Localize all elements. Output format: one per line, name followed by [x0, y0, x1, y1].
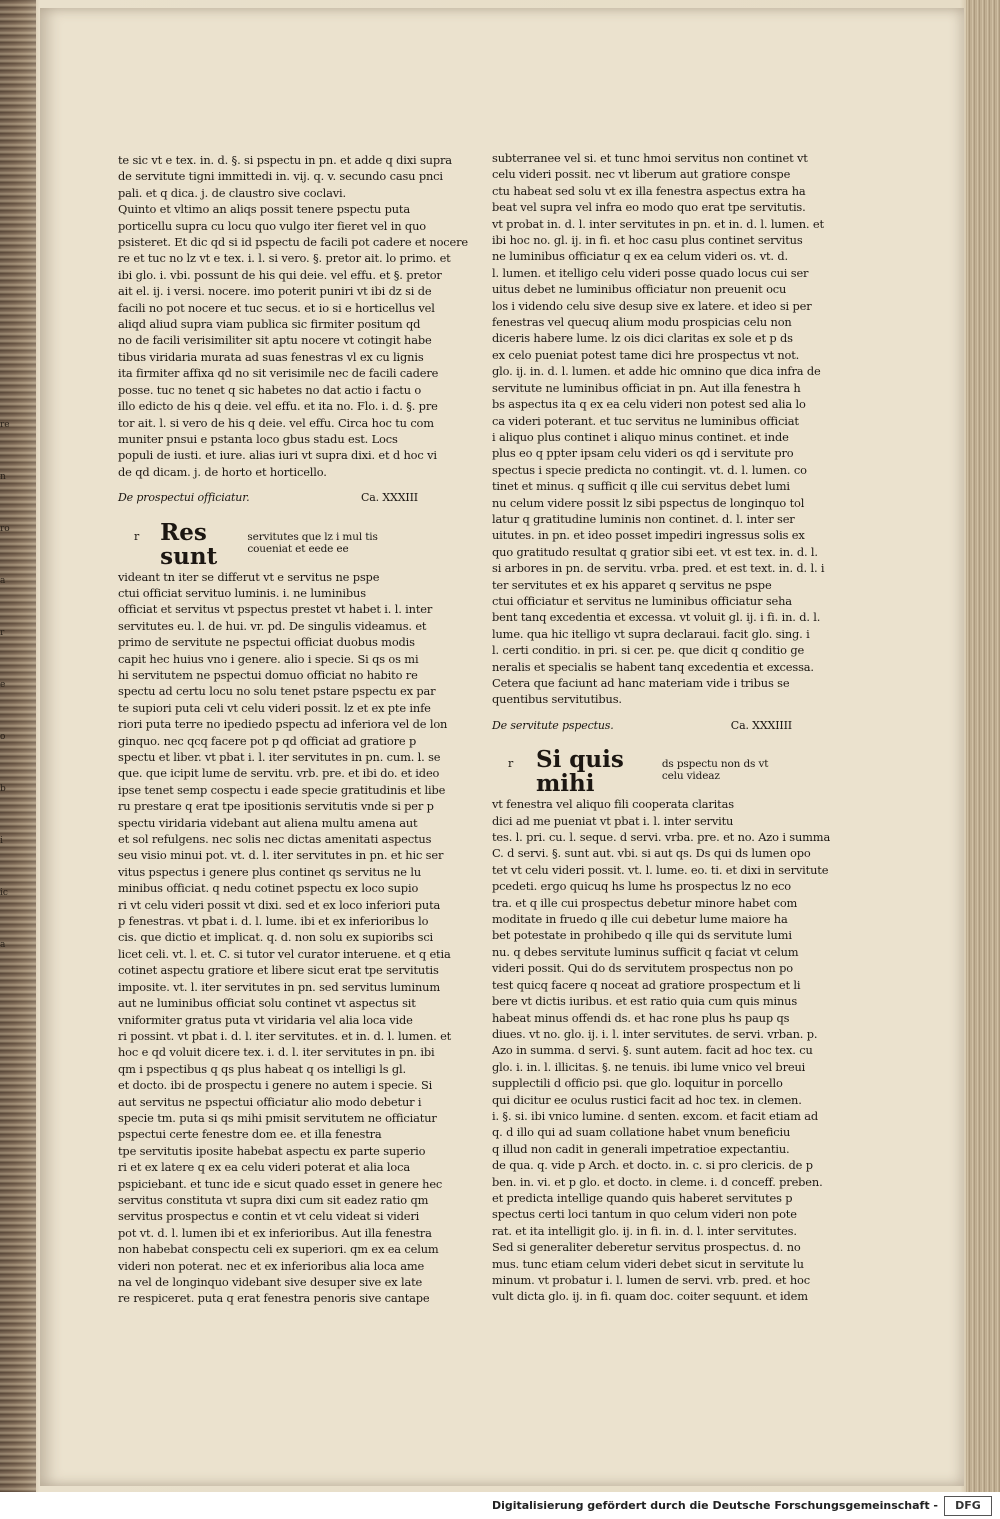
right-column-body-text	[492, 796, 831, 1305]
text-line: ca videri poterant. et tuc servitus ne luminibus officiat	[492, 413, 799, 428]
text-line: tibus viridaria murata ad suas fenestras vl ex cu lignis	[118, 349, 424, 364]
text-line: ri vt celu videri possit vt dixi. sed et ex loco inferiori puta	[118, 897, 441, 912]
text-line: que. que icipit lume de servitu. vrb. pre. et ibi do. et ideo	[118, 766, 440, 781]
chapter-heading-33	[118, 490, 418, 506]
text-line: te supiori puta celi vt celu videri possit. lz et ex pte infe	[118, 700, 431, 715]
text-line: ctui officiat servituo luminis. i. ne luminibus	[118, 585, 366, 600]
text-line: servitus prospectus e contin et vt celu videat si videri	[118, 1209, 420, 1224]
text-line: vt probat in. d. l. inter servitutes in pn. et in. d. l. lumen. et	[492, 216, 824, 231]
funding-footer	[0, 1492, 1000, 1519]
text-line: psisteret. Et dic qd si id pspectu de facili pot cadere et nocere	[118, 235, 468, 250]
text-line: spectu viridaria videbant aut aliena multu amena aut	[118, 815, 418, 830]
text-line: ibi glo. i. vbi. possunt de his qui deie. vel effu. et §. pretor	[118, 267, 442, 282]
text-line: bs aspectus ita q ex ea celu videri non potest sed alia lo	[492, 397, 806, 412]
gutter-fragment: ro	[0, 524, 10, 534]
text-line: de qd dicam. j. de horto et horticello.	[118, 464, 327, 479]
text-line: l. certi conditio. in pri. si cer. pe. que dicit q conditio ge	[492, 643, 805, 658]
text-line: vult dicta glo. ij. in fi. quam doc. coiter sequunt. et idem	[492, 1289, 808, 1304]
text-line: qm i pspectibus q qs plus habeat q os intelligi ls gl.	[118, 1061, 406, 1076]
text-line: habeat minus offendi ds. et hac rone plus hs paup qs	[492, 1010, 790, 1025]
text-line: primo de servitute ne pspectui officiat duobus modis	[118, 635, 415, 650]
text-line: populi de iusti. et iure. alias iuri vt supra dixi. et d hoc vi	[118, 448, 437, 463]
text-line: na vel de longinquo videbant sive desuper sive ex late	[118, 1275, 423, 1289]
text-line: videant tn iter se differut vt e servitus ne pspe	[118, 569, 380, 584]
text-line: facili no pot nocere et tuc secus. et io si e horticellus vel	[118, 300, 435, 315]
text-line: vniformiter gratus puta vt viridaria vel alia loca vide	[118, 1012, 413, 1027]
footer-text: Digitalisierung gefördert durch die Deutsche Forschungsgemeinschaft -	[491, 1499, 938, 1512]
text-line: ben. in. vi. et p glo. et docto. in cleme. i. d conceff. preben.	[492, 1174, 823, 1189]
gutter-fragment: ic	[0, 888, 8, 898]
text-line: cotinet aspectu gratiore et libere sicut erat tpe servitutis	[118, 963, 439, 978]
text-line: dici ad me pueniat vt pbat i. l. inter servitu	[492, 813, 734, 828]
incipit-signature: r	[134, 529, 140, 543]
chapter-number: Ca. XXXIIII	[730, 718, 792, 732]
incipit-signature: r	[508, 757, 514, 771]
incipit-tail: ds pspectu non ds vt celu videaz	[661, 758, 769, 783]
book-right-edge	[966, 0, 1000, 1492]
text-line: q illud non cadit in generali impetratioe expectantiu.	[492, 1141, 790, 1156]
text-line: subterranee vel si. et tunc hmoi servitus non continet vt	[492, 151, 808, 165]
text-line: diues. vt no. glo. ij. i. l. inter servitutes. de servi. vrban. p.	[492, 1026, 818, 1041]
text-line: servitutes eu. l. de hui. vr. pd. De singulis videamus. et	[118, 618, 427, 633]
text-line: minum. vt probatur i. l. lumen de servi. vrb. pred. et hoc	[492, 1273, 810, 1287]
text-line: ctu habeat sed solu vt ex illa fenestra aspectus extra ha	[492, 183, 806, 198]
text-line: ne luminibus officiatur q ex ea celum videri os. vt. d.	[492, 249, 788, 264]
gutter-fragment: b	[0, 784, 6, 794]
text-line: et docto. ibi de prospectu i genere no autem i specie. Si	[118, 1078, 433, 1093]
text-line: spectu et liber. vt pbat i. l. iter servitutes in pn. cum. l. se	[118, 750, 441, 764]
text-line: aut ne luminibus officiat solu continet vt aspectus sit	[118, 996, 416, 1011]
text-line: ex celo pueniat potest tame dici hre prospectus vt not.	[492, 347, 800, 362]
text-line: pcedeti. ergo quicuq hs lume hs prospectus lz no eco	[492, 879, 791, 894]
text-line: non habebat conspectu celi ex superiori. qm ex ea celum	[118, 1242, 439, 1257]
text-line: Cetera que faciunt ad hanc materiam vide i tribus se	[492, 676, 790, 690]
text-line: videri non poterat. nec et ex inferioribus alia loca ame	[118, 1258, 425, 1273]
text-line: posse. tuc no tenet q sic habetes no dat actio i factu o	[118, 382, 422, 397]
text-line: de qua. q. vide p Arch. et docto. in. c. si pro clericis. de p	[492, 1158, 813, 1173]
text-line: glo. i. in. l. illicitas. §. ne tenuis. ibi lume vnico vel breui	[492, 1059, 806, 1074]
text-line: quo gratitudo resultat q gratior sibi eet. vt est tex. in. d. l.	[492, 544, 818, 559]
text-line: bere vt dictis iuribus. et est ratio quia cum quis minus	[492, 994, 798, 1009]
text-line: Sed si generaliter deberetur servitus prospectus. d. no	[492, 1240, 801, 1255]
text-line: plus eo q ppter ipsam celu videri os qd i servitute pro	[492, 446, 794, 461]
text-line: bent tanq excedentia et excessa. vt voluit gl. ij. i fi. in. d. l.	[492, 610, 821, 625]
text-line: vitus pspectus i genere plus continet qs servitus ne lu	[118, 864, 422, 879]
left-column	[118, 152, 468, 1307]
chapter-heading-34	[492, 718, 792, 734]
text-line: spectus certi loci tantum in quo celum videri non pote	[492, 1207, 797, 1222]
text-line: licet celi. vt. l. et. C. si tutor vel curator interuene. et q etia	[118, 946, 451, 961]
text-line: i. §. si. ibi vnico lumine. d senten. excom. et facit etiam ad	[492, 1108, 819, 1123]
text-line: i aliquo plus continet i aliquo minus continet. et inde	[492, 429, 789, 444]
gutter-fragment: n	[0, 472, 6, 482]
text-line: ait el. ij. i versi. nocere. imo poterit puniri vt ibi dz si de	[118, 284, 432, 299]
text-line: supplectili d officio psi. que glo. loquitur in porcello	[492, 1076, 783, 1091]
text-line: tra. et q ille cui prospectus debetur minore habet com	[492, 895, 798, 910]
text-line: l. lumen. et itelligo celu videri posse quado locus cui ser	[492, 265, 809, 280]
text-line: et sol refulgens. nec solis nec dictas amenitati aspectus	[118, 832, 432, 847]
incipit-words: Si quis mihi	[535, 746, 624, 798]
left-column-top-text	[118, 152, 468, 480]
chapter-incipit	[492, 748, 792, 796]
text-line: ginquo. nec qcq facere pot p qd officiat ad gratiore p	[118, 733, 417, 748]
text-line: vt fenestra vel aliquo fili cooperata claritas	[492, 797, 734, 812]
text-line: ri possint. vt pbat i. d. l. iter servitutes. et in. d. l. lumen. et	[118, 1028, 452, 1043]
text-line: illo edicto de his q deie. vel effu. et ita no. Flo. i. d. §. pre	[118, 399, 438, 414]
text-line: lume. qua hic itelligo vt supra declaraui. facit glo. sing. i	[492, 626, 810, 641]
text-line: capit hec huius vno i genere. alio i specie. Si qs os mi	[118, 651, 419, 666]
gutter-fragment: re	[0, 420, 10, 430]
gutter-fragment: e	[0, 680, 6, 690]
text-line: test quicq facere q noceat ad gratiore prospectum et li	[492, 977, 801, 992]
text-line: pot vt. d. l. lumen ibi et ex inferioribus. Aut illa fenestra	[118, 1225, 432, 1240]
text-line: officiat et servitus vt pspectus prestet vt habet i. l. inter	[118, 602, 433, 617]
text-line: te sic vt e tex. in. d. §. si pspectu in pn. et adde q dixi supra	[118, 153, 452, 167]
text-line: ter servitutes et ex his apparet q servitus ne pspe	[492, 577, 772, 592]
text-line: Quinto et vltimo an aliqs possit tenere pspectu puta	[118, 202, 410, 217]
text-line: glo. ij. in. d. l. lumen. et adde hic omnino que dica infra de	[492, 364, 821, 379]
right-column	[492, 150, 831, 1305]
text-line: riori puta terre no ipediedo pspectu ad inferiora vel de lon	[118, 717, 448, 732]
text-line: imposite. vt. l. iter servitutes in pn. sed servitus luminum	[118, 979, 440, 994]
text-line: tes. l. pri. cu. l. seque. d servi. vrba. pre. et no. Azo i summa	[492, 830, 831, 845]
text-line: hi servitutem ne pspectui domuo officiat no habito re	[118, 667, 418, 682]
gutter-fragment: o	[0, 732, 6, 742]
text-line: re respiceret. puta q erat fenestra penoris sive cantape	[118, 1291, 430, 1306]
text-line: aliqd aliud supra viam publica sic firmiter positum qd	[118, 317, 421, 332]
text-line: p fenestras. vt pbat i. d. l. lume. ibi et ex inferioribus lo	[118, 914, 429, 929]
text-line: servitute ne luminibus officiat in pn. Aut illa fenestra h	[492, 380, 801, 395]
text-line: muniter pnsui e pstanta loco gbus stadu est. Locs	[118, 431, 398, 446]
chapter-number: Ca. XXXIII	[361, 491, 418, 505]
text-line: diceris habere lume. lz ois dici claritas ex sole et p ds	[492, 331, 793, 346]
text-line: moditate in fruedo q ille cui debetur lume maiore ha	[492, 912, 788, 927]
text-line: tinet et minus. q sufficit q ille cui servitus debet lumi	[492, 479, 790, 494]
text-line: videri possit. Qui do ds servitutem prospectus non po	[492, 961, 793, 976]
text-line: ipse tenet semp cospectu i eade specie gratitudinis et libe	[118, 782, 446, 797]
text-line: si arbores in pn. de servitu. vrba. pred. et est text. in. d. l. i	[492, 561, 825, 576]
text-line: q. d illo qui ad suam collatione habet vnum beneficiu	[492, 1125, 791, 1140]
gutter-fragment: a	[0, 576, 6, 586]
text-line: pali. et q dica. j. de claustro sive coclavi.	[118, 185, 347, 200]
text-line: uitus debet ne luminibus officiatur non preuenit ocu	[492, 282, 787, 297]
text-line: cis. que dictio et implicat. q. d. non solu ex supioribs sci	[118, 930, 434, 945]
text-line: spectu ad certu locu no solu tenet pstare pspectu ex par	[118, 684, 436, 699]
text-line: ctui officiatur et servitus ne luminibus officiatur seha	[492, 593, 792, 608]
text-line: los i videndo celu sive desup sive ex latere. et ideo si per	[492, 298, 812, 313]
text-line: re et tuc no lz vt e tex. i. l. si vero. §. pretor ait. lo primo. et	[118, 251, 451, 266]
text-line: Azo in summa. d servi. §. sunt autem. facit ad hoc tex. cu	[492, 1043, 813, 1058]
right-column-top-text	[492, 150, 825, 708]
text-line: spectus i specie predicta no contingit. vt. d. l. lumen. co	[492, 462, 807, 477]
text-line: tpe servitutis iposite habebat aspectu ex parte superio	[118, 1143, 426, 1158]
text-line: rat. et ita intelligit glo. ij. in fi. in. d. l. inter servitutes.	[492, 1223, 797, 1238]
incipit-tail: servitutes que lz i mul tis coueniat et eede ee	[247, 530, 378, 555]
text-line: pspectui certe fenestre dom ee. et illa fenestra	[118, 1127, 382, 1142]
text-line: ibi hoc no. gl. ij. in fi. et hoc casu plus continet servitus	[492, 233, 803, 248]
text-line: tor ait. l. si vero de his q deie. vel effu. Circa hoc tu com	[118, 415, 434, 430]
text-line: specie tm. puta si qs mihi pmisit servitutem ne officiatur	[118, 1110, 437, 1125]
text-line: fenestras vel quecuq alium modu prospicias celu non	[492, 315, 792, 330]
incipit-words: Res sunt	[160, 518, 218, 570]
text-line: quentibus servitutibus.	[492, 692, 622, 707]
text-line: celu videri possit. nec vt liberum aut gratiore conspe	[492, 167, 791, 182]
text-line: ru prestare q erat tpe ipositionis servitutis vnde si per p	[118, 799, 434, 814]
text-line: no de facili verisimiliter sit aptu nocere vt cotingit habe	[118, 333, 432, 348]
text-line: nu celum videre possit lz sibi pspectus de longinquo tol	[492, 495, 805, 510]
text-line: ita firmiter affixa qd no sit verisimile nec de facili cadere	[118, 366, 439, 381]
text-line: nu. q debes servitute luminus sufficit q faciat vt celum	[492, 944, 799, 959]
text-line: porticellu supra cu locu quo vulgo iter fieret vel in quo	[118, 218, 426, 233]
gutter-fragments	[0, 0, 40, 1492]
text-line: hoc e qd voluit dicere tex. i. d. l. iter servitutes in pn. ibi	[118, 1045, 435, 1060]
text-line: ri et ex latere q ex ea celu videri poterat et alia loca	[118, 1160, 410, 1175]
chapter-title: De prospectui officiatur.	[118, 491, 250, 505]
text-line: pspiciebant. et tunc ide e sicut quado esset in genere hec	[118, 1176, 443, 1191]
gutter-fragment: a	[0, 940, 6, 950]
text-line: et predicta intellige quando quis haberet servitutes p	[492, 1190, 793, 1205]
text-line: beat vel supra vel infra eo modo quo erat tpe servitutis.	[492, 200, 806, 215]
chapter-title: De servitute pspectus.	[492, 718, 614, 732]
dfg-logo: DFG	[944, 1496, 992, 1516]
text-line: bet potestate in prohibedo q ille qui ds servitute lumi	[492, 928, 792, 943]
text-line: de servitute tigni immittedi in. vij. q. v. secundo casu pnci	[118, 169, 443, 184]
text-line: tet vt celu videri possit. vt. l. lume. eo. ti. et dixi in servitute	[492, 862, 829, 877]
text-line: seu visio minui pot. vt. d. l. iter servitutes in pn. et hic ser	[118, 848, 444, 863]
left-column-body-text	[118, 569, 452, 1307]
text-line: C. d servi. §. sunt aut. vbi. si aut qs. Ds qui ds lumen opo	[492, 846, 811, 861]
text-line: qui dicitur ee oculus rustici facit ad hoc tex. in clemen.	[492, 1092, 802, 1107]
text-line: mus. tunc etiam celum videri debet sicut in servitute lu	[492, 1256, 804, 1271]
text-line: neralis et specialis se habent tanq excedentia et excessa.	[492, 659, 814, 674]
text-line: latur q gratitudine luminis non continet. d. l. inter ser	[492, 511, 795, 526]
text-line: uitutes. in pn. et ideo posset impediri ingressus solis ex	[492, 528, 805, 543]
chapter-incipit	[118, 518, 418, 570]
text-line: aut servitus ne pspectui officiatur alio modo debetur i	[118, 1094, 422, 1109]
text-line: minibus officiat. q nedu cotinet pspectu ex loco supio	[118, 881, 419, 896]
text-line: servitus constituta vt supra dixi cum sit eadez ratio qm	[118, 1192, 429, 1207]
gutter-fragment: i	[0, 836, 3, 846]
gutter-fragment: r	[0, 628, 5, 638]
